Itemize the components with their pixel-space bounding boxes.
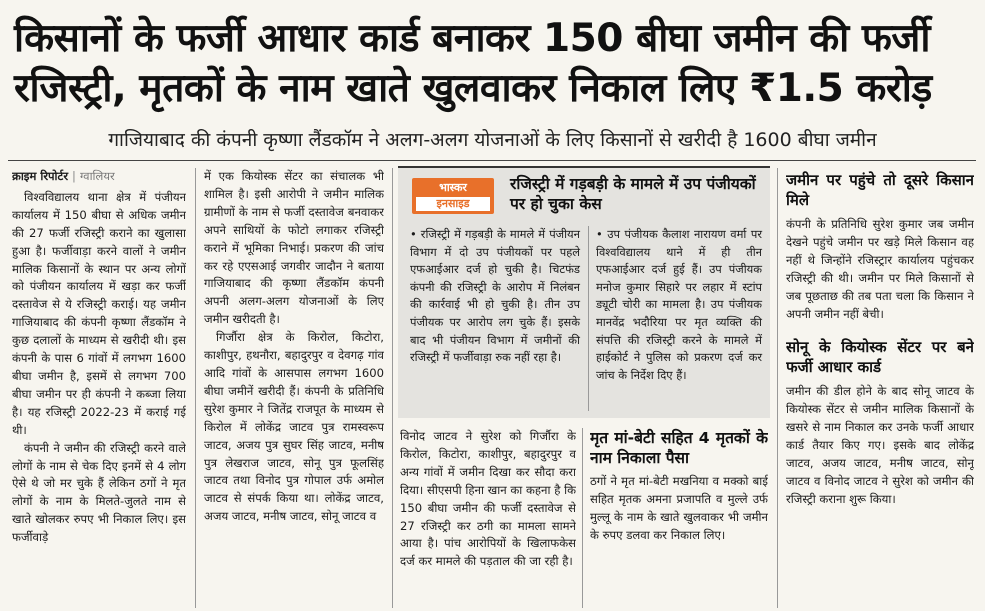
dateline-location: ग्वालियर [79,169,115,183]
subsection-heading: सोनू के कियोस्क सेंटर पर बने फर्जी आधार कार्ड [786,338,974,377]
insight-left-text: • रजिस्ट्री में गड़बड़ी के मामले में पंजीयन विभाग में दो उप पंजीयकों पर पहले एफआईआर दर्ज हो चुकी है। चिटफंड कंपनी की रजिस्ट्री के आरोप में निलंबन की कार्रवाई भी हो चुकी है। तीन उप पंजीयक पर आरोप लग चुके हैं। इसके बाद भी पंजीयन विभाग में जमीनों की रजिस्ट्री में फर्जीवाड़ा रुक नहीं रहा है। [410,227,580,365]
article-column-2 [204,168,384,608]
column-divider [582,428,583,608]
insight-divider [588,226,589,411]
paragraph: कंपनी के प्रतिनिधि सुरेश कुमार जब जमीन देखने पहुंचे जमीन पर खड़े मिले किसान वह नहीं थे जिन्होंने रजिस्ट्रार कार्यालय पहुंचकर रजिस्ट्री की थी। जमीन पर मिले किसानों से जब पूछताछ की तब पता चला कि किसान ने अपनी जमीन नहीं बेची। [786,217,974,321]
column-divider [392,168,393,608]
subsection-heading: मृत मां-बेटी सहित 4 मृतकों के नाम निकाला पैसा [590,429,768,467]
paragraph: गिर्जौरा क्षेत्र के किरोल, किटोरा, काशीपुर, हथनौरा, बहादुरपुर व देवगढ़ गांव आदि गांवों के आसपास लगभग 1600 बीघा जमीनें खरीदी हैं। कंपनी के प्रतिनिधि सुरेश कुमार ने जितेंद्र राजपूत के माध्यम से किरोल में लोकेंद्र जाटव पुत्र रामस्वरूप जाटव, अजय पुत्र सुघर सिंह जाटव, मनीष पुत्र लेखराज जाटव, सोनू पुत्र फूलसिंह जाटव तथा विनोद पुत्र गोपाल उर्फ अमोल जाटव से संपर्क किया था। लोकेंद्र जाटव, अजय जाटव, मनीष जाटव, सोनू जाटव व [204,330,384,524]
headline-line-2: रजिस्ट्री, मृतकों के नाम खाते खुलवाकर निकाल लिए ₹1.5 करोड़ [14,66,932,111]
bhaskar-inside-logo [412,178,494,214]
reporter-name: क्राइम रिपोर्टर [12,169,69,183]
article-column-5 [786,170,974,608]
logo-line-1: भास्कर [439,181,467,194]
paragraph: में एक कियोस्क सेंटर का संचालक भी शामिल है। इसी आरोपी ने जमीन मालिक ग्रामीणों के नाम से फर्जी दस्तावेज बनवाकर अपने साथियों के फोटो लगाकर रजिस्ट्री कराने में भूमिका निभाई। प्रकरण की जांच कर रहे एएसआई जगवीर जादौन ने बताया गाजियाबाद की कृष्णा लैंडकॉम कंपनी अपनी अलग-अलग योजनाओं के लिए जमीन खरीदती है। [204,169,384,327]
paragraph: जमीन की डील होने के बाद सोनू जाटव के कियोस्क सेंटर से जमीन मालिक किसानों के खसरे से नाम निकाल कर उनके फर्जी आधार कार्ड तैयार किए गए। इसके बाद लोकेंद्र जाटव, अजय जाटव, मनीष जाटव, सोनू जाटव व विनोद जाटव ने सुरेश को जमीन की रजिस्ट्री कराना शुरू किया। [786,384,974,506]
article-column-3-bottom: विनोद जाटव ने सुरेश को गिर्जौरा के किरोल, किटोरा, काशीपुर, बहादुरपुर व अन्य गांवों में जमीन दिखा कर सौदा करा दिया। सीएसपी हिना खान का कहना है कि 150 बीघा जमीन की फर्जी दस्तावेज से 27 रजिस्ट्री कर ठगी का मामला सामने आया है। पांच आरोपियों के खिलाफकेस दर्ज कर मामले की पड़ताल की जा रही है। [400,429,576,569]
logo-line-2: इनसाइड [416,197,490,211]
paragraph: कंपनी ने जमीन की रजिस्ट्री करने वाले लोगों के नाम से चेक दिए इनमें से 4 लोग ऐसे थे जो मर चुके हैं लेकिन ठगों ने मृत लोगों के नाम के मिलते-जुलते नाम से खाते खोलकर रुपए भी निकाल लिए। इस फर्जीवाड़े [12,440,186,545]
byline-separator: | [72,169,76,183]
insight-box [398,166,770,418]
headline [14,14,974,114]
column-divider [777,168,778,608]
insight-title: रजिस्ट्री में गड़बड़ी के मामले में उप पंजीयकों पर हो चुका केस [510,175,756,213]
subheadline: गाजियाबाद की कंपनी कृष्णा लैंडकॉम ने अलग-अलग योजनाओं के लिए किसानों से खरीदी है 1600 बीघा जमीन [108,129,877,151]
article-column-4-bottom [590,428,768,608]
headline-line-1: किसानों के फर्जी आधार कार्ड बनाकर 150 बीघा जमीन की फर्जी [14,16,930,61]
article-column-1 [12,168,186,608]
top-rule [8,160,976,161]
subsection-heading: जमीन पर पहुंचे तो दूसरे किसान मिले [786,171,974,209]
paragraph: विश्वविद्यालय थाना क्षेत्र में पंजीयन कार्यालय में 150 बीघा से अधिक जमीन की 27 फर्जी रजिस्ट्री कराने का खुलासा हुआ है। फर्जीवाड़ा करने वालों ने जमीन मालिक किसानों के स्थान पर अन्य लोगों को पंजीयन कार्यालय में खड़ा कर फर्जी दस्तावेज से ये रजिस्ट्री कराई। यह जमीन गाजियाबाद की कंपनी कृष्णा लैंडकॉम ने कुछ दलालों के माध्यम से खरीदी थी। इस कंपनी के पास 6 गांवों में लगभग 1600 बीघा जमीन है, इसमें से लगभग 700 बीघा जमीन पर ही कंपनी ने कब्जा लिया है। यह रजिस्ट्री 2022-23 में कराई गई थी। [12,189,186,437]
paragraph: ठगों ने मृत मां-बेटी मखनिया व मक्को बाई सहित मृतक अमना प्रजापति व मुल्ले उर्फ मुल्लू के नाम के खाते खुलवाकर भी जमीन के रुपए डलवा कर निकाल लिए। [590,474,768,542]
insight-right-text: • उप पंजीयक कैलाश नारायण वर्मा पर विश्वविद्यालय थाने में ही तीन एफआईआर दर्ज हुई हैं। उप पंजीयक मनोज कुमार सिहारे पर लहार में स्टांप ड्यूटी चोरी का मामला है। उप पंजीयक मानवेंद्र भदौरिया पर मृत व्यक्ति की संपत्ति की रजिस्ट्री करने के मामले में हाईकोर्ट ने पुलिस को प्रकरण दर्ज कर जांच के निर्देश दिए हैं। [596,227,762,382]
column-divider [195,168,196,608]
byline [12,168,186,186]
